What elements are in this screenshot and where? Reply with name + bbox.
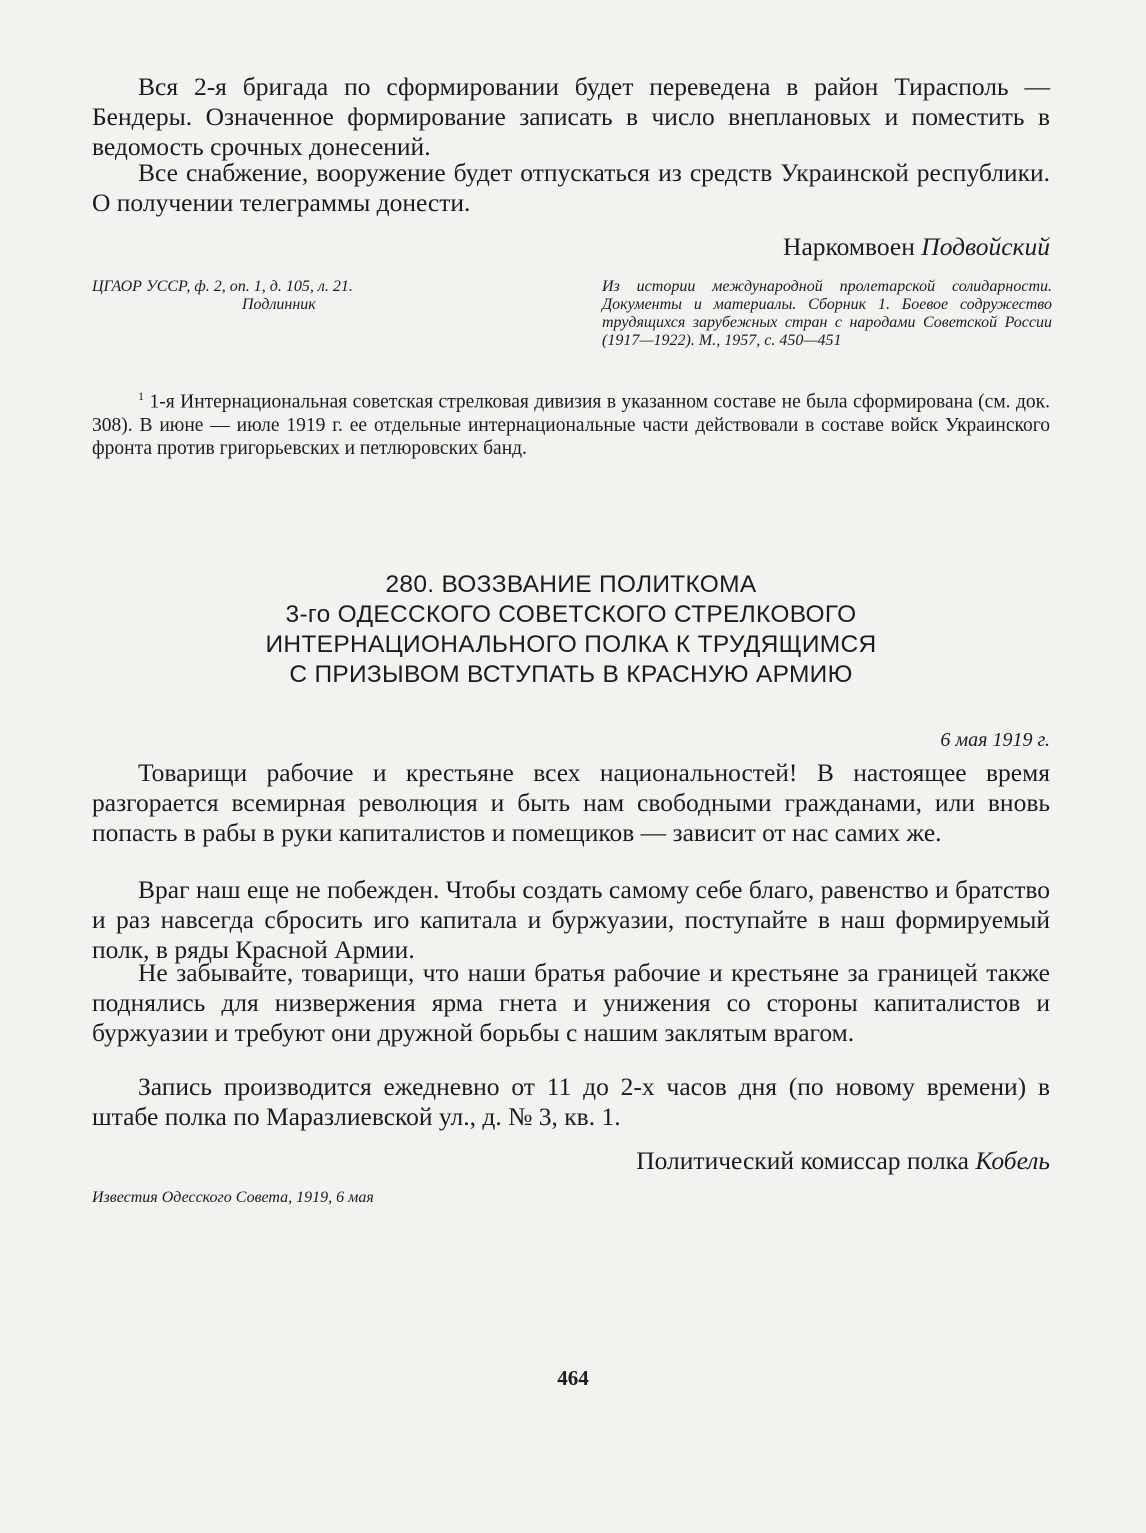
signature-narkomvoen: [783, 232, 1050, 262]
signature-role: Наркомвоен: [783, 232, 915, 261]
publication-source: Из истории международной пролетарской солидарности. Документы и материалы. Сборник 1. Боевое содружество трудящихся зарубежных стран с народами Советской России (1917—1922). М., 1957, с. 450—451: [602, 278, 1052, 349]
heading-line: ИНТЕРНАЦИОНАЛЬНОГО ПОЛКА К ТРУДЯЩИМСЯ: [265, 631, 877, 658]
document-date: 6 мая 1919 г.: [940, 729, 1050, 751]
commissar-role: Политический комиссар полка: [636, 1146, 970, 1175]
signature-name: Подвойский: [921, 232, 1050, 261]
page-number: 464: [557, 1366, 589, 1390]
continuation-paragraph-2: Все снабжение, вооружение будет отпускаться из средств Украинской республики. О получении телеграммы донести.: [92, 158, 1050, 217]
appeal-paragraph-2: Враг наш еще не побежден. Чтобы создать самому себе благо, равенство и братство и раз навсегда сбросить иго капитала и буржуазии, поступайте в наш формируемый полк, в ряды Красной Армии.: [92, 875, 1050, 964]
appeal-paragraph-3: Не забывайте, товарищи, что наши братья рабочие и крестьяне за границей также поднялись для низвержения ярма гнета и унижения со стороны капиталистов и буржуазии и требуют они дружной борьбы с нашим заклятым врагом.: [92, 958, 1050, 1047]
appeal-paragraph-1: Товарищи рабочие и крестьяне всех национальностей! В настоящее время разгорается всемирная революция и быть нам свободными гражданами, или вновь попасть в рабы в руки капиталистов и помещиков — зависит от нас самих же.: [92, 758, 1050, 847]
newspaper-source: Известия Одесского Совета, 1919, 6 мая: [92, 1189, 374, 1206]
signature-commissar: [636, 1146, 1050, 1176]
archive-source: [92, 278, 532, 314]
heading-line: 3-го ОДЕССКОГО СОВЕТСКОГО СТРЕЛКОВОГО: [285, 601, 857, 628]
footnote-marker: 1: [138, 389, 144, 403]
archive-source-line-2: Подлинник: [242, 296, 316, 313]
footnote: [92, 385, 1050, 460]
archive-source-line-1: ЦГАОР УССР, ф. 2, оп. 1, д. 105, л. 21.: [92, 278, 353, 295]
continuation-paragraph-1: Вся 2-я бригада по сформировании будет переведена в район Тирасполь — Бендеры. Означенное формирование записать в число внеплановых и поместить в ведомость срочных донесений.: [92, 72, 1050, 161]
appeal-paragraph-4: Запись производится ежедневно от 11 до 2-х часов дня (по новому времени) в штабе полка по Маразлиевской ул., д. № 3, кв. 1.: [92, 1072, 1050, 1131]
heading-line: С ПРИЗЫВОМ ВСТУПАТЬ В КРАСНУЮ АРМИЮ: [289, 661, 853, 688]
commissar-name: Кобель: [975, 1146, 1050, 1175]
document-heading: [92, 570, 1050, 690]
footnote-text: 1-я Интернациональная советская стрелковая дивизия в указанном составе не была сформирована (см. док. 308). В июне — июле 1919 г. ее отдельные интернациональные части действовали в составе войск Украинского фронта против григорьевских и петлюровских банд.: [92, 391, 1051, 459]
heading-line: 280. ВОЗЗВАНИЕ ПОЛИТКОМА: [385, 571, 757, 598]
